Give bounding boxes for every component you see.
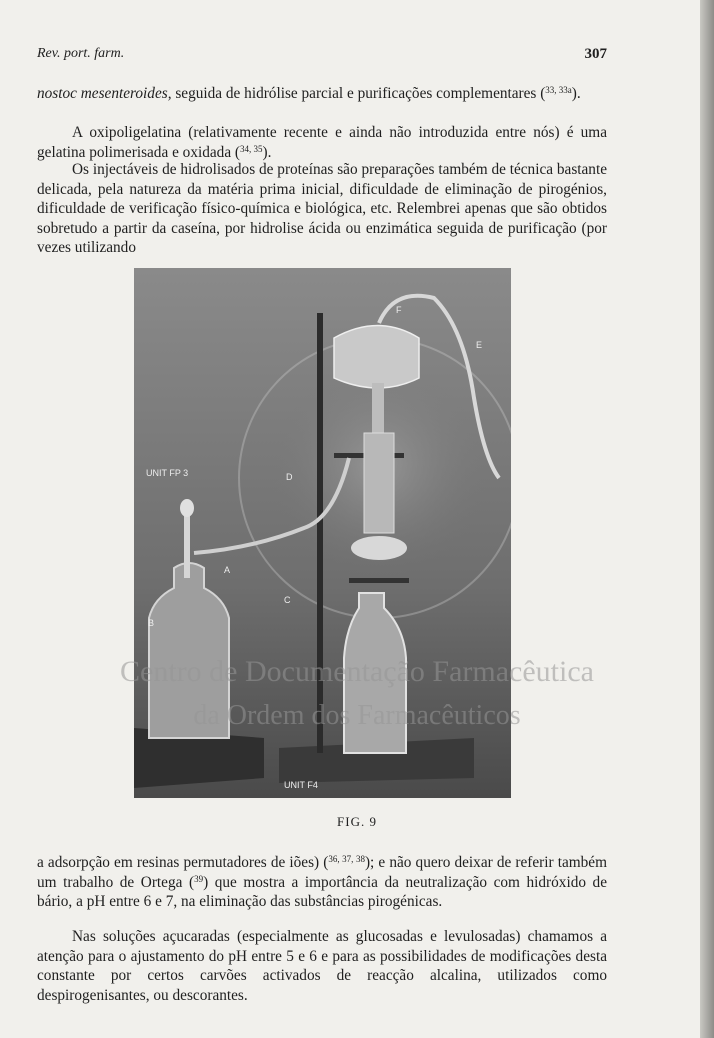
- label-e: E: [476, 340, 483, 350]
- label-c: C: [284, 595, 291, 605]
- paragraph-5-text: Nas soluções açucaradas (especialmente as glucosadas e levulosadas) chamamos a atenção para o ajustamento do pH entre 5 e 6 e para as possibilidades de modificações desta constante por certos carvões activados de reacção alcalina, utilizados como despirogenisantes, ou descorantes.: [37, 928, 607, 1004]
- paragraph-4-text-3: ) que mostra a importância da neutralização com hidróxido de bário, a pH entre 6 e 7, na eliminação das substâncias pirogénicas.: [37, 873, 607, 910]
- figure-caption: FIG. 9: [337, 814, 377, 829]
- scan-edge-shadow: [700, 0, 714, 1038]
- citation-refs: 34, 35: [240, 143, 263, 154]
- watermark-line-2: da Ordem dos Farmacêuticos: [193, 700, 521, 731]
- paragraph-1-text: seguida de hidrólise parcial e purificações complementares (: [171, 85, 546, 102]
- paragraph-2-end: ).: [262, 143, 272, 161]
- label-a: A: [224, 565, 231, 575]
- paragraph-2-text: A oxipoligelatina (relativamente recente e ainda não introduzida entre nós) é uma gelatina polimerisada e oxidada (: [37, 124, 607, 161]
- label-unit-f4: UNIT F4: [284, 780, 318, 790]
- paragraph-1-end: ).: [571, 85, 581, 102]
- citation-refs: 39: [194, 873, 204, 884]
- label-unit-fp3: UNIT FP 3: [146, 468, 189, 478]
- paragraph-3-text: Os injectáveis de hidrolisados de proteínas são preparações também de técnica bastante delicada, pela natureza da matéria prima inicial, dificuldade de eliminação de pirogénios, dificuldade de verificação físico-química e biológica, etc. Relembrei apenas que são obtidos sobretudo a partir da caseína, por hidrolise ácida ou enzimática seguida de purificação (por vezes utilizando: [37, 161, 607, 256]
- label-b: B: [148, 618, 155, 628]
- paragraph-2: [37, 123, 607, 162]
- paragraph-4: [37, 853, 607, 912]
- paragraph-3: [37, 160, 607, 258]
- journal-title: Rev. port. farm.: [37, 46, 125, 61]
- citation-refs: 33, 33a: [545, 85, 572, 95]
- paragraph-5: [37, 927, 607, 1005]
- page-number: 307: [584, 46, 607, 62]
- running-header: [37, 46, 607, 66]
- watermark-line-1: Centro de Documentação Farmacêutica: [120, 655, 594, 688]
- label-d: D: [286, 472, 293, 482]
- citation-refs: 36, 37, 38: [328, 854, 365, 864]
- label-f: F: [396, 305, 402, 315]
- paragraph-4-text-2: ); e não quero deixar de referir também um trabalho de Ortega (: [37, 854, 607, 891]
- paragraph-4-text-1: a adsorpção em resinas permutadores de iões) (: [37, 854, 329, 871]
- paragraph-1: [37, 84, 607, 104]
- species-name: nostoc mesenteroides,: [37, 85, 172, 102]
